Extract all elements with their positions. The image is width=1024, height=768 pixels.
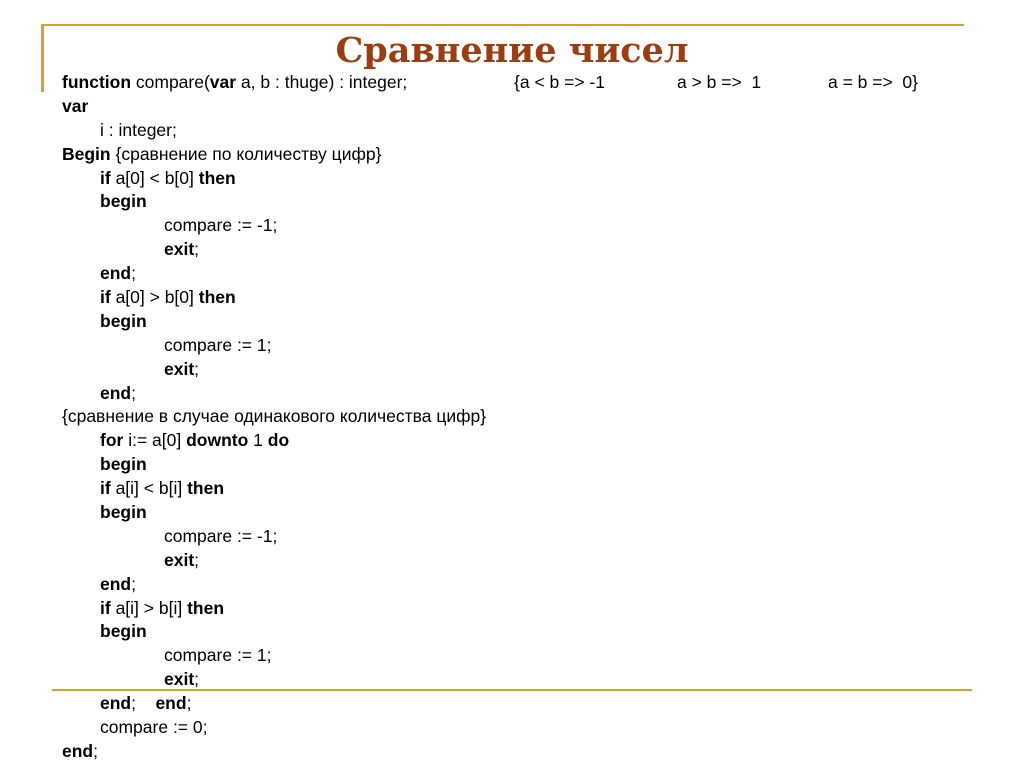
code-text: ; [131,693,156,714]
keyword: begin [100,454,147,475]
code-line [62,573,1002,597]
code-line [62,143,1002,167]
keyword: for [100,430,124,451]
comment-part: {a < b => -1 [514,72,605,92]
code-line [62,477,1002,501]
keyword: then [187,478,225,499]
code-line [62,405,1002,429]
code-text: ; [186,693,192,714]
keyword: end [62,740,94,761]
keyword: exit [164,549,195,570]
code-line [62,310,1002,334]
keyword: begin [100,502,147,523]
code-comment: {сравнение в случае одинакового количества цифр} [62,406,487,427]
slide-title: Сравнение чисел [335,30,689,71]
code-line [62,71,1002,95]
code-line [62,740,1002,764]
keyword: Begin [62,143,111,164]
code-line [62,525,1002,549]
code-line [62,453,1002,477]
code-text: a[i] > b[i] [110,597,188,618]
keyword: exit [164,669,195,690]
code-line [62,668,1002,692]
code-line [62,334,1002,358]
code-line [62,238,1002,262]
keyword: end [155,693,187,714]
code-line [62,119,1002,143]
keyword: do [267,430,290,451]
code-line [62,358,1002,382]
code-text: i : integer; [100,119,177,140]
code-listing [62,71,1002,764]
keyword: then [198,167,236,188]
code-text: compare := -1; [164,525,278,546]
code-text: ; [194,358,200,379]
keyword: begin [100,191,147,212]
code-text: ; [93,740,98,761]
code-line [62,501,1002,525]
code-text: a[0] < b[0] [110,167,199,188]
code-line [62,382,1002,406]
keyword: if [100,167,111,188]
code-text: 1 [248,430,268,451]
code-text: i:= a[0] [123,430,187,451]
code-text: a, b : thuge) : integer; [236,72,408,92]
code-line [62,214,1002,238]
code-line [62,597,1002,621]
code-line [62,549,1002,573]
keyword: begin [100,621,147,642]
code-line [62,95,1002,119]
code-line [62,620,1002,644]
keyword: end [100,573,132,594]
keyword: exit [164,358,195,379]
code-text: compare := 1; [164,645,272,666]
code-line [62,692,1002,716]
code-text: compare := -1; [164,215,278,236]
code-text: compare := 1; [164,334,272,355]
code-line [62,167,1002,191]
code-text: a[i] < b[i] [110,478,188,499]
keyword: exit [164,239,195,260]
comment-part: a > b => 1 [677,72,762,92]
keyword: end [100,693,132,714]
keyword: if [100,287,111,308]
code-text: compare( [131,72,210,92]
code-line [62,429,1002,453]
keyword: begin [100,310,147,331]
code-text: ; [131,382,136,403]
code-line [62,644,1002,668]
code-text: ; [131,263,136,284]
code-text: ; [194,239,200,260]
code-text: ; [131,573,136,594]
code-line [62,262,1002,286]
keyword: end [100,382,132,403]
code-line [62,286,1002,310]
keyword: then [187,597,225,618]
keyword: downto [186,430,249,451]
keyword: if [100,597,111,618]
code-line [62,716,1002,740]
code-text: ; [194,669,200,690]
keyword: var [62,95,89,116]
keyword: var [209,72,237,92]
code-line [62,190,1002,214]
top-rule [41,24,964,26]
comment-part: a = b => 0} [828,72,919,92]
code-text: {сравнение по количеству цифр} [110,143,382,164]
code-text: ; [194,549,200,570]
keyword: function [62,72,132,92]
keyword: end [100,263,132,284]
code-text: compare := 0; [100,717,208,738]
keyword: if [100,478,111,499]
code-text: a[0] > b[0] [110,287,199,308]
keyword: then [198,287,236,308]
